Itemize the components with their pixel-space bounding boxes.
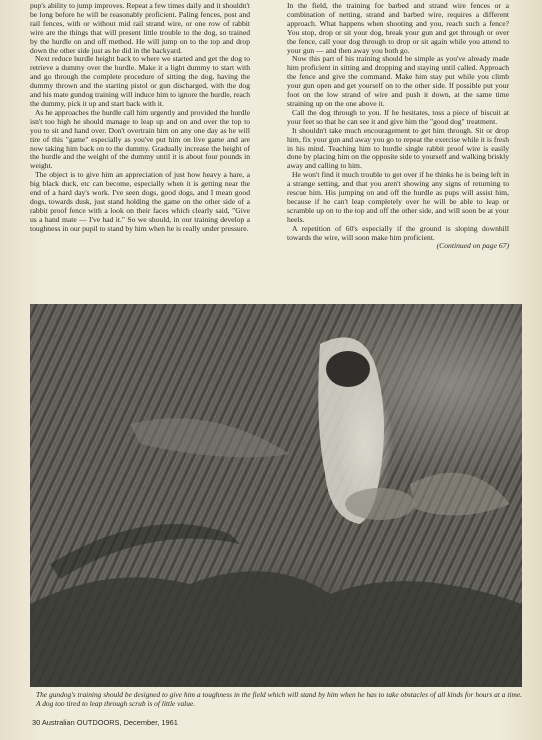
paragraph: Call the dog through to you. If he hesitates, toss a piece of biscuit at your feet so that he can see it and give him the "good dog" treatment. [287, 107, 509, 126]
article-column-right [287, 2, 509, 251]
photo-caption: The gundog's training should be designed to give him a toughness in the field which will stand by him when he has to take obstacles of all kinds for hours at a time. A dog too tired to leap through scrub is of little value. [36, 690, 522, 708]
paragraph: The object is to give him an appreciation of just how heavy a hare, a big black duck, etc can become, especially when it is getting near the end of a hard day's work. I've seen dogs, good dogs, and I mean good dogs, towards dusk, just stand holding the game on the other side of a rabbit proof fence with a look on their faces which clearly said, "Give us a hand mate — I've had it." So we should, in our training develop a toughness in our pupil to stand by him when he is really under pressure. [30, 170, 250, 233]
photo-illustration [30, 304, 522, 687]
paragraph: As he approaches the hurdle call him urgently and provided the hurdle isn't too high he should manage to leap up and on and over the top to you to sit and hand over. Don't overtrain him on any one day as he will tire of this "game" especially as you've put him on live game and are now taking him back on to the dummy. Gradually increase the height of the hurdle and the weight of the dummy until it is about four pounds in weight. [30, 107, 250, 171]
paragraph: Now this part of his training should be simple as you've already made him proficient in sitting and dropping and staying until called. Approach the fence and give the command. Make him stay put while you climb your gun open and get yourself on to the other side. If possible put your foot on the low strand of wire and push it down, at the same time straining up on the one above it. [287, 54, 509, 108]
page-footer: 30 Australian OUTDOORS, December, 1961 [32, 718, 178, 727]
paragraph: He won't find it much trouble to get over if he thinks he is being left in a strange setting, and that you aren't showing any signs of returning to rescue him. His jumping on and off the hurdle as pups will assist him, because if he can't leap completely over he will be able to leap or scramble up on to the top and off the other side, and will soon be at your heels. [287, 170, 509, 224]
paragraph: A repetition of 60's especially if the ground is sloping downhill towards the wire, will soon make him proficient. [287, 223, 509, 242]
paragraph: pup's ability to jump improves. Repeat a few times daily and it shouldn't be long before he will be reasonably proficient. Paling fences, post and rail fences, with or without mid rail strand wire, or one row of rabbit wire are the things that will present little trouble to the dog, so trained by the hurdle on and off method. He will jump on to the top and drop down the other side just as he did in the backyard. [30, 1, 250, 55]
paragraph: In the field, the training for barbed and strand wire fences or a combination of netting, strand and barbed wire, requires a different approach. What happens when shooting and you, reach such a fence? You stop, drop or sit your dog, break your gun and get through or over the fence, call your dog through to drop or sit again while you attend to your gun — and then away you both go. [287, 1, 509, 55]
article-column-left [30, 2, 250, 234]
paragraph: Next reduce hurdle height back to where we started and get the dog to retrieve a dummy over the hurdle. Make it a light dummy to start with and go through the complete procedure of sitting the dog, having the dummy thrown and the starting pistol or gun discharged, with the dog and his mate gundog training will induce him to ignore the hurdle, reach the dummy, pick it up and start back with it. [30, 54, 250, 108]
gundog-photo [30, 304, 522, 687]
paragraph: It shouldn't take much encouragement to get him through. Sit or drop him, fix your gun and away you go to repeat the exercise while it is fresh in his mind. Teaching him to hurdle single rabbit proof wire is easily done by placing him on the opposite side to yourself and walking briskly away and calling to him. [287, 125, 509, 171]
continued-note: (Continued on page 67) [436, 241, 509, 251]
